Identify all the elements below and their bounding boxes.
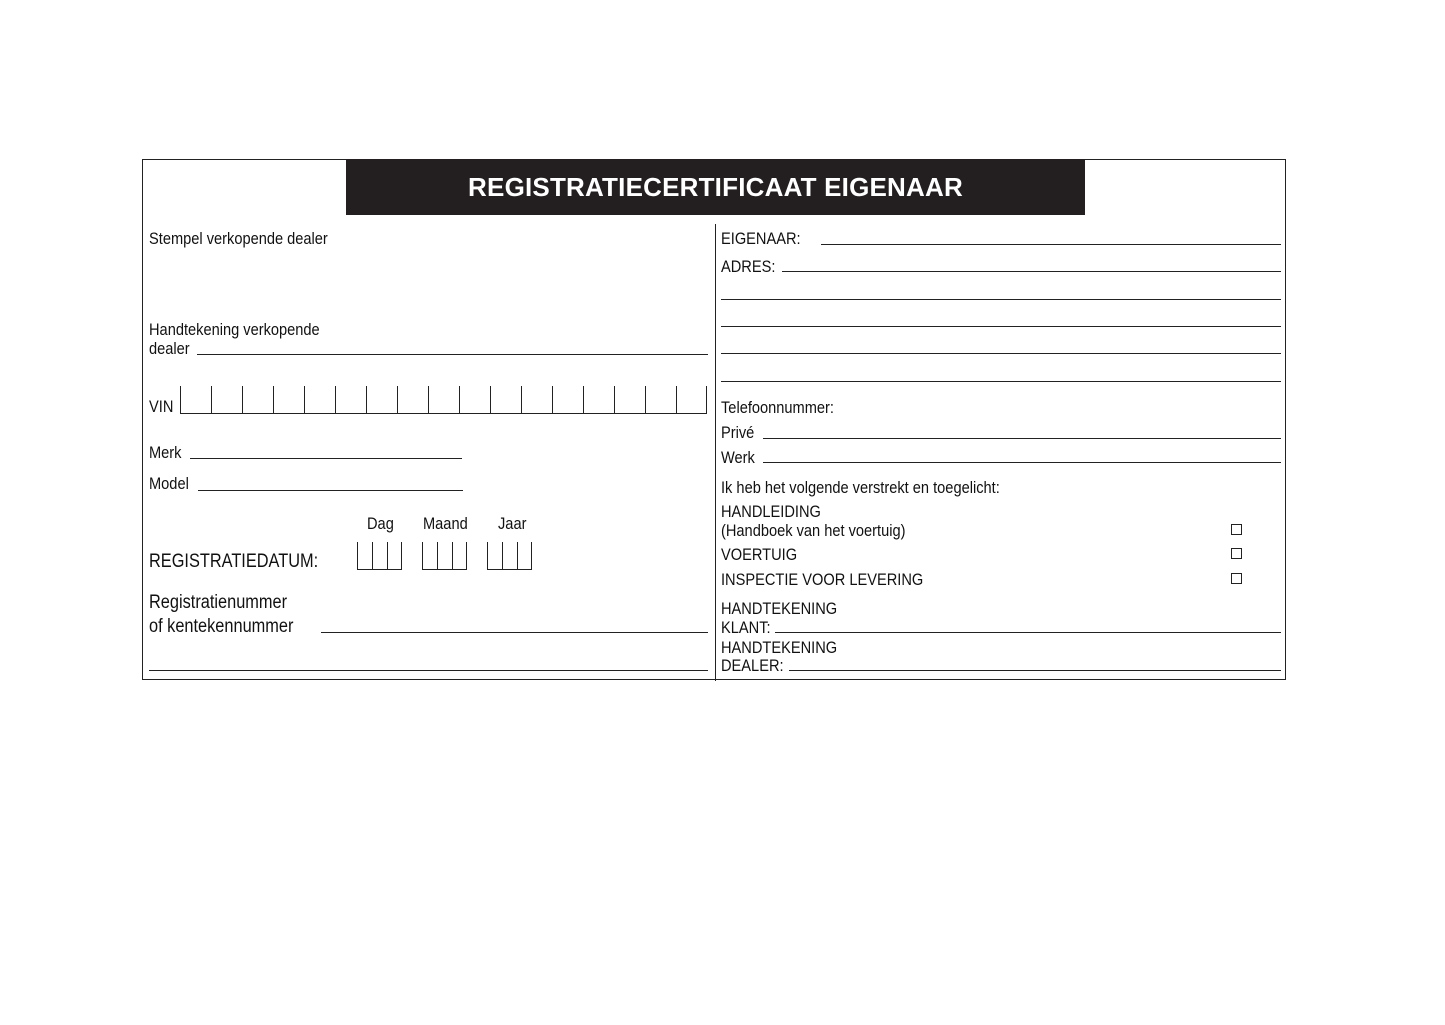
registration-number-field-extra[interactable]: [149, 670, 708, 671]
vin-box[interactable]: [180, 386, 211, 413]
address-field-line2[interactable]: [721, 299, 1281, 300]
date-month-boxes[interactable]: [422, 542, 467, 570]
vin-box[interactable]: [614, 386, 645, 413]
date-year-boxes[interactable]: [487, 542, 532, 570]
vin-box[interactable]: [490, 386, 521, 413]
vin-box[interactable]: [242, 386, 273, 413]
registration-number-label-line2: of kentekennummer: [149, 616, 294, 637]
customer-signature-label-line1: HANDTEKENING: [721, 599, 838, 618]
address-field-line4[interactable]: [721, 353, 1281, 354]
vin-box[interactable]: [428, 386, 459, 413]
vin-box[interactable]: [645, 386, 676, 413]
vehicle-label: VOERTUIG: [721, 545, 798, 564]
model-label: Model: [149, 474, 189, 493]
dealer-stamp-area[interactable]: [149, 252, 709, 312]
brand-label: Merk: [149, 443, 182, 462]
dealer-signature-confirm-label-line2: DEALER:: [721, 656, 784, 675]
owner-field[interactable]: [821, 244, 1281, 245]
dealer-signature-field[interactable]: [197, 354, 708, 355]
date-day-box[interactable]: [372, 542, 387, 569]
customer-signature-field[interactable]: [775, 632, 1281, 633]
manual-checkbox[interactable]: [1231, 524, 1242, 535]
address-label: ADRES:: [721, 257, 776, 276]
registration-number-field[interactable]: [321, 632, 708, 633]
vin-box[interactable]: [583, 386, 614, 413]
vin-box[interactable]: [397, 386, 428, 413]
vin-box[interactable]: [552, 386, 583, 413]
vin-box[interactable]: [335, 386, 366, 413]
brand-field[interactable]: [190, 458, 462, 459]
date-day-boxes[interactable]: [357, 542, 402, 570]
manual-label-line1: HANDLEIDING: [721, 502, 821, 521]
dealer-stamp-label: Stempel verkopende dealer: [149, 229, 328, 248]
owner-label: EIGENAAR:: [721, 229, 801, 248]
address-field[interactable]: [782, 271, 1281, 272]
dealer-signature-label-line2: dealer: [149, 339, 190, 358]
registration-date-label: REGISTRATIEDATUM:: [149, 551, 319, 572]
inspection-label: INSPECTIE VOOR LEVERING: [721, 570, 924, 589]
date-day-box[interactable]: [357, 542, 372, 569]
date-month-box[interactable]: [452, 542, 467, 569]
registration-certificate: [142, 159, 1286, 680]
registration-number-label-line1: Registratienummer: [149, 592, 288, 613]
vin-box[interactable]: [366, 386, 397, 413]
phone-work-label: Werk: [721, 448, 755, 467]
vin-box[interactable]: [521, 386, 552, 413]
date-month-box[interactable]: [422, 542, 437, 569]
handover-intro: Ik heb het volgende verstrekt en toegelicht:: [721, 478, 1000, 497]
vin-label: VIN: [149, 397, 174, 416]
model-field[interactable]: [198, 490, 463, 491]
phone-private-label: Privé: [721, 423, 755, 442]
vin-box[interactable]: [459, 386, 490, 413]
vin-box[interactable]: [273, 386, 304, 413]
address-field-line5[interactable]: [721, 381, 1281, 382]
manual-label-line2: (Handboek van het voertuig): [721, 521, 906, 540]
inspection-checkbox[interactable]: [1231, 573, 1242, 584]
column-divider: [715, 224, 716, 681]
date-day-box[interactable]: [387, 542, 402, 569]
address-field-line3[interactable]: [721, 326, 1281, 327]
vehicle-checkbox[interactable]: [1231, 548, 1242, 559]
dealer-signature-confirm-label-line1: HANDTEKENING: [721, 638, 838, 657]
phone-work-field[interactable]: [763, 462, 1281, 463]
date-year-box[interactable]: [502, 542, 517, 569]
vin-box[interactable]: [676, 386, 707, 413]
date-year-box[interactable]: [487, 542, 502, 569]
dealer-signature-label-line1: Handtekening verkopende: [149, 320, 320, 339]
dealer-signature-confirm-field[interactable]: [789, 670, 1281, 671]
date-day-label: Dag: [367, 514, 394, 533]
date-year-box[interactable]: [517, 542, 532, 569]
date-year-label: Jaar: [498, 514, 527, 533]
customer-signature-label-line2: KLANT:: [721, 618, 771, 637]
vin-box[interactable]: [211, 386, 242, 413]
phone-label: Telefoonnummer:: [721, 398, 834, 417]
date-month-label: Maand: [423, 514, 468, 533]
vin-box[interactable]: [304, 386, 335, 413]
certificate-title: REGISTRATIECERTIFICAAT EIGENAAR: [346, 159, 1085, 215]
vin-input-boxes[interactable]: [180, 386, 707, 414]
phone-private-field[interactable]: [763, 438, 1281, 439]
date-month-box[interactable]: [437, 542, 452, 569]
